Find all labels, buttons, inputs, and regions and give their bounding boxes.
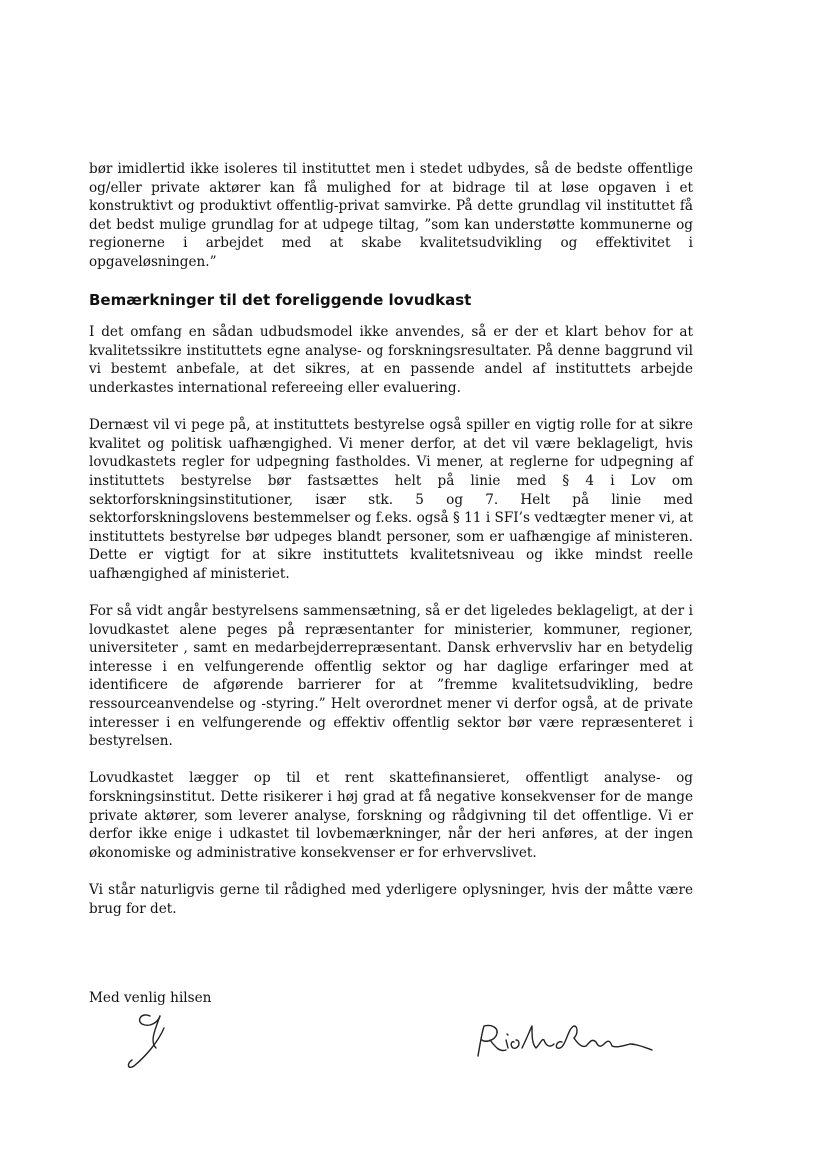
intro-paragraph: bør imidlertid ikke isoleres til instituttet men i stedet udbydes, så de bedste offentlige og/eller private aktører kan få mulighed for at bidrage til at løse opgaven i et konstruktivt og produktivt offentlig-privat samvirke. På dette grundlag vil instituttet få det bedst mulige grundlag for at udpege tiltag, ”som kan understøtte kommunerne og regionerne i arbejdet med at skabe kvalitetsudvikling og effektivitet i opgaveløsningen.” bbox=[89, 161, 693, 270]
paragraph-availability: Vi står naturligvis gerne til rådighed med yderligere oplysninger, hvis der måtte være brug for det. bbox=[89, 881, 693, 917]
letter-body bbox=[89, 160, 693, 937]
paragraph-consequences: Lovudkastet lægger op til et rent skattefinansieret, offentligt analyse- og forskningsinstitut. Dette risikerer i høj grad at få negative konsekvenser for de mange private aktører, som leverer analyse, forskning og rådgivning til det offentlige. Vi er derfor ikke enige i udkastet til lovbemærkninger, når der heri anføres, at der ingen økonomiske og administrative konsekvenser er for erhvervslivet. bbox=[89, 770, 693, 861]
paragraph-board-composition: For så vidt angår bestyrelsens sammensætning, så er det ligeledes beklageligt, at der i lovudkastet alene peges på repræsentanter for ministerier, kommuner, regioner, universiteter , samt en medarbejderrepræsentant. Dansk erhvervsliv har en betydelig interesse i en velfungerende offentlig sektor og har daglige erfaringer med at identificere de afgørende barrierer for at ”fremme kvalitetsudvikling, bedre ressourceanvendelse og -styring.” Helt overordnet mener vi derfor også, at de private interesser i en velfungerende og effektiv offentlig sektor bør være repræsenteret i bestyrelsen. bbox=[89, 603, 693, 750]
section-heading: Bemærkninger til det foreliggende lovudkast bbox=[89, 291, 472, 310]
paragraph-board-appointment: Dernæst vil vi pege på, at instituttets bestyrelse også spiller en vigtig rolle for at sikre kvalitet og politisk uafhængighed. Vi mener derfor, at det vil være beklageligt, hvis lovudkastets regler for udpegning fastholdes. Vi mener, at reglerne for udpegning af instituttets bestyrelse bør fastsættes helt på linie med § 4 i Lov om sektorforskningsinstitutioner, især stk. 5 og 7. Helt på linie med sektorforskningslovens bestemmelser og f.eks. også § 11 i SFI’s vedtægter mener vi, at instituttets bestyrelse bør udpeges blandt personer, som er uafhængige af ministeren. Dette er vigtigt for at sikre instituttets kvalitetsniveau og ikke mindst reelle uafhængighed af ministeriet. bbox=[89, 417, 693, 582]
paragraph-quality-assurance: I det omfang en sådan udbudsmodel ikke anvendes, så er der et klart behov for at kvalitetssikre instituttets egne analyse- og forskningsresultater. På denne baggrund vil vi bestemt anbefale, at det sikres, at en passende andel af instituttets arbejde underkastes international refereeing eller evaluering. bbox=[89, 324, 693, 396]
signature-left bbox=[120, 1008, 180, 1078]
closing-salutation: Med venlig hilsen bbox=[89, 990, 212, 1006]
signature-right bbox=[470, 1018, 660, 1068]
